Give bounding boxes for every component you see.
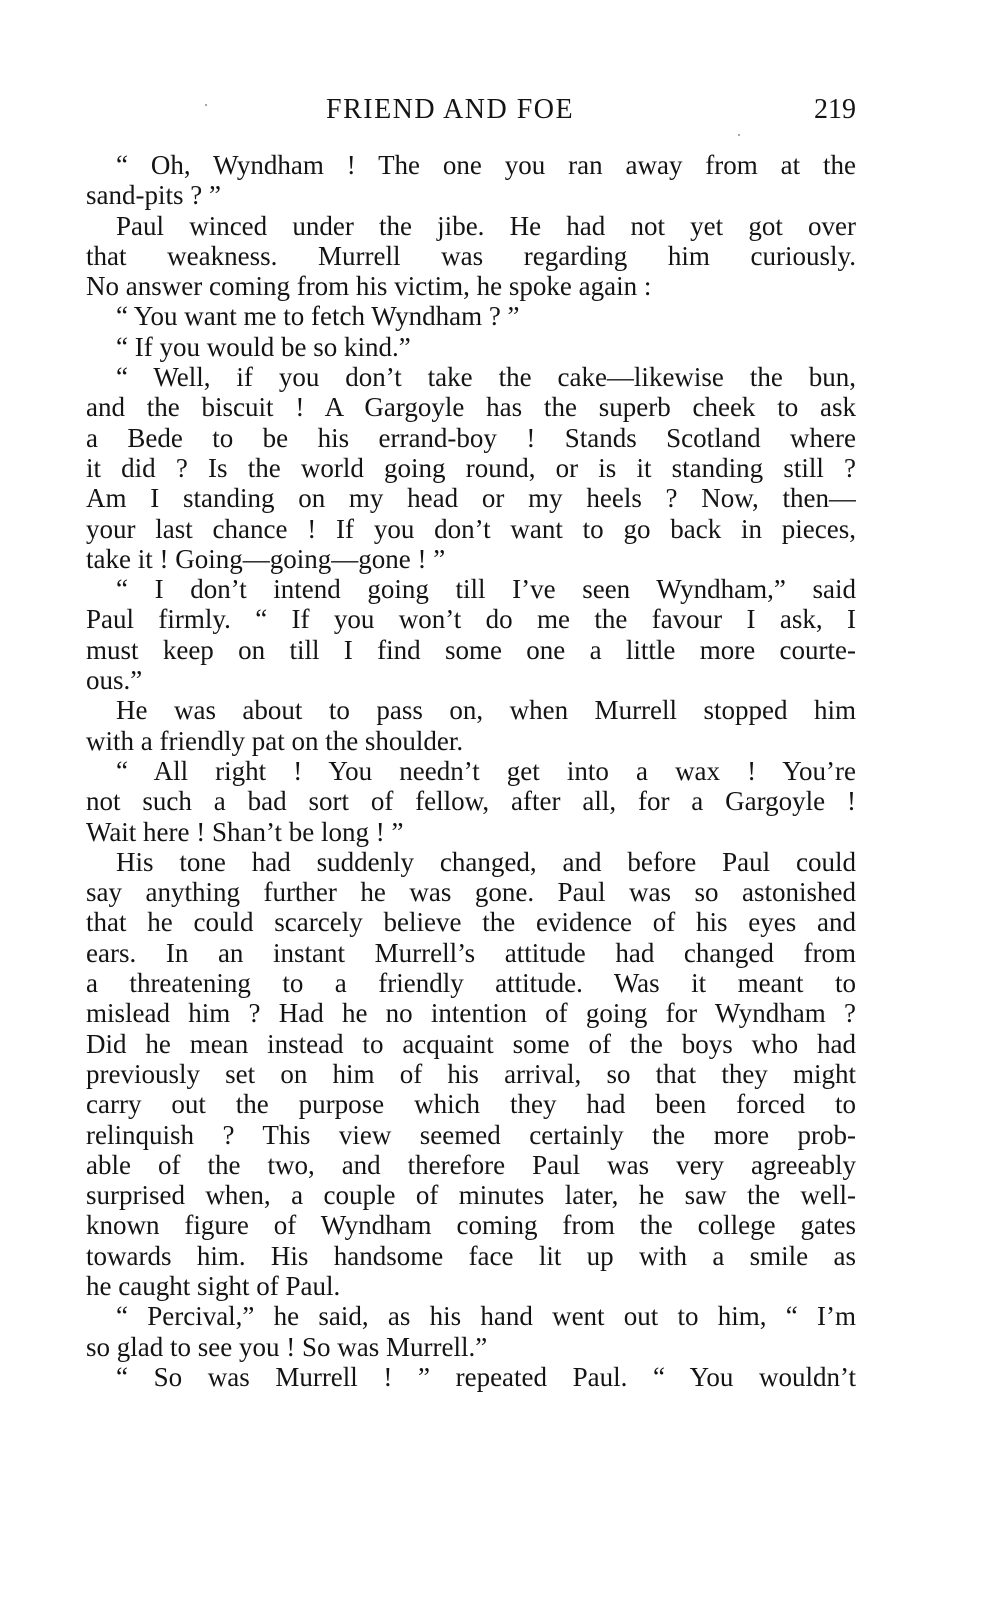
text-line: and the biscuit ! A Gargoyle has the superb cheek to ask xyxy=(86,392,856,423)
text-line: Paul firmly. “ If you won’t do me the favour I ask, I xyxy=(86,604,856,635)
text-line: His tone had suddenly changed, and before Paul could xyxy=(116,846,856,877)
paper-speck xyxy=(205,104,207,106)
text-line: with a friendly pat on the shoulder. xyxy=(86,725,464,756)
text-line: “ If you would be so kind.” xyxy=(116,331,411,362)
paper-speck xyxy=(738,134,740,136)
text-line: towards him. His handsome face lit up with a smile as xyxy=(86,1240,856,1271)
text-line: “ You want me to fetch Wyndham ? ” xyxy=(116,301,520,332)
text-line: sand-pits ? ” xyxy=(86,180,221,211)
text-line: “ Well, if you don’t take the cake—likewise the bun, xyxy=(116,362,856,393)
text-line: ous.” xyxy=(86,665,143,696)
body-text xyxy=(86,150,856,1392)
text-line: that weakness. Murrell was regarding him curiously. xyxy=(86,240,856,271)
text-line: “ All right ! You needn’t get into a wax ! You’re xyxy=(116,755,856,786)
text-line: “ I don’t intend going till I’ve seen Wyndham,” said xyxy=(116,574,856,605)
text-line: “ So was Murrell ! ” repeated Paul. “ You wouldn’t xyxy=(116,1361,856,1392)
text-line: known figure of Wyndham coming from the college gates xyxy=(86,1210,856,1241)
text-line: a threatening to a friendly attitude. Was it meant to xyxy=(86,968,856,999)
text-line: Wait here ! Shan’t be long ! ” xyxy=(86,816,404,847)
text-line: Did he mean instead to acquaint some of the boys who had xyxy=(86,1028,856,1059)
text-line: No answer coming from his victim, he spoke again : xyxy=(86,271,652,302)
text-line: ears. In an instant Murrell’s attitude had changed from xyxy=(86,937,856,968)
text-line: Paul winced under the jibe. He had not yet got over xyxy=(116,210,856,241)
text-line: “ Percival,” he said, as his hand went out to him, “ I’m xyxy=(116,1301,856,1332)
text-line: previously set on him of his arrival, so that they might xyxy=(86,1058,856,1089)
text-line: it did ? Is the world going round, or is it standing still ? xyxy=(86,452,856,483)
text-line: take it ! Going—going—gone ! ” xyxy=(86,543,446,574)
text-line: carry out the purpose which they had been forced to xyxy=(86,1089,856,1120)
text-line: must keep on till I find some one a little more courte- xyxy=(86,634,856,665)
text-line: a Bede to be his errand-boy ! Stands Scotland where xyxy=(86,422,856,453)
text-line: mislead him ? Had he no intention of going for Wyndham ? xyxy=(86,998,856,1029)
text-line: surprised when, a couple of minutes later, he saw the well- xyxy=(86,1180,856,1211)
text-line: relinquish ? This view seemed certainly the more prob- xyxy=(86,1119,856,1150)
text-line: that he could scarcely believe the evidence of his eyes and xyxy=(86,907,856,938)
page-number: 219 xyxy=(814,94,856,125)
text-line: he caught sight of Paul. xyxy=(86,1270,341,1301)
text-line: your last chance ! If you don’t want to go back in pieces, xyxy=(86,513,856,544)
running-head xyxy=(86,90,856,130)
text-line: He was about to pass on, when Murrell stopped him xyxy=(116,695,856,726)
text-line: Am I standing on my head or my heels ? Now, then— xyxy=(86,483,856,514)
text-line: say anything further he was gone. Paul was so astonished xyxy=(86,877,856,908)
text-line: not such a bad sort of fellow, after all, for a Gargoyle ! xyxy=(86,786,856,817)
running-title: FRIEND AND FOE xyxy=(326,94,575,125)
text-line: “ Oh, Wyndham ! The one you ran away from at the xyxy=(116,150,856,180)
text-line: able of the two, and therefore Paul was very agreeably xyxy=(86,1149,856,1180)
text-line: so glad to see you ! So was Murrell.” xyxy=(86,1331,488,1362)
